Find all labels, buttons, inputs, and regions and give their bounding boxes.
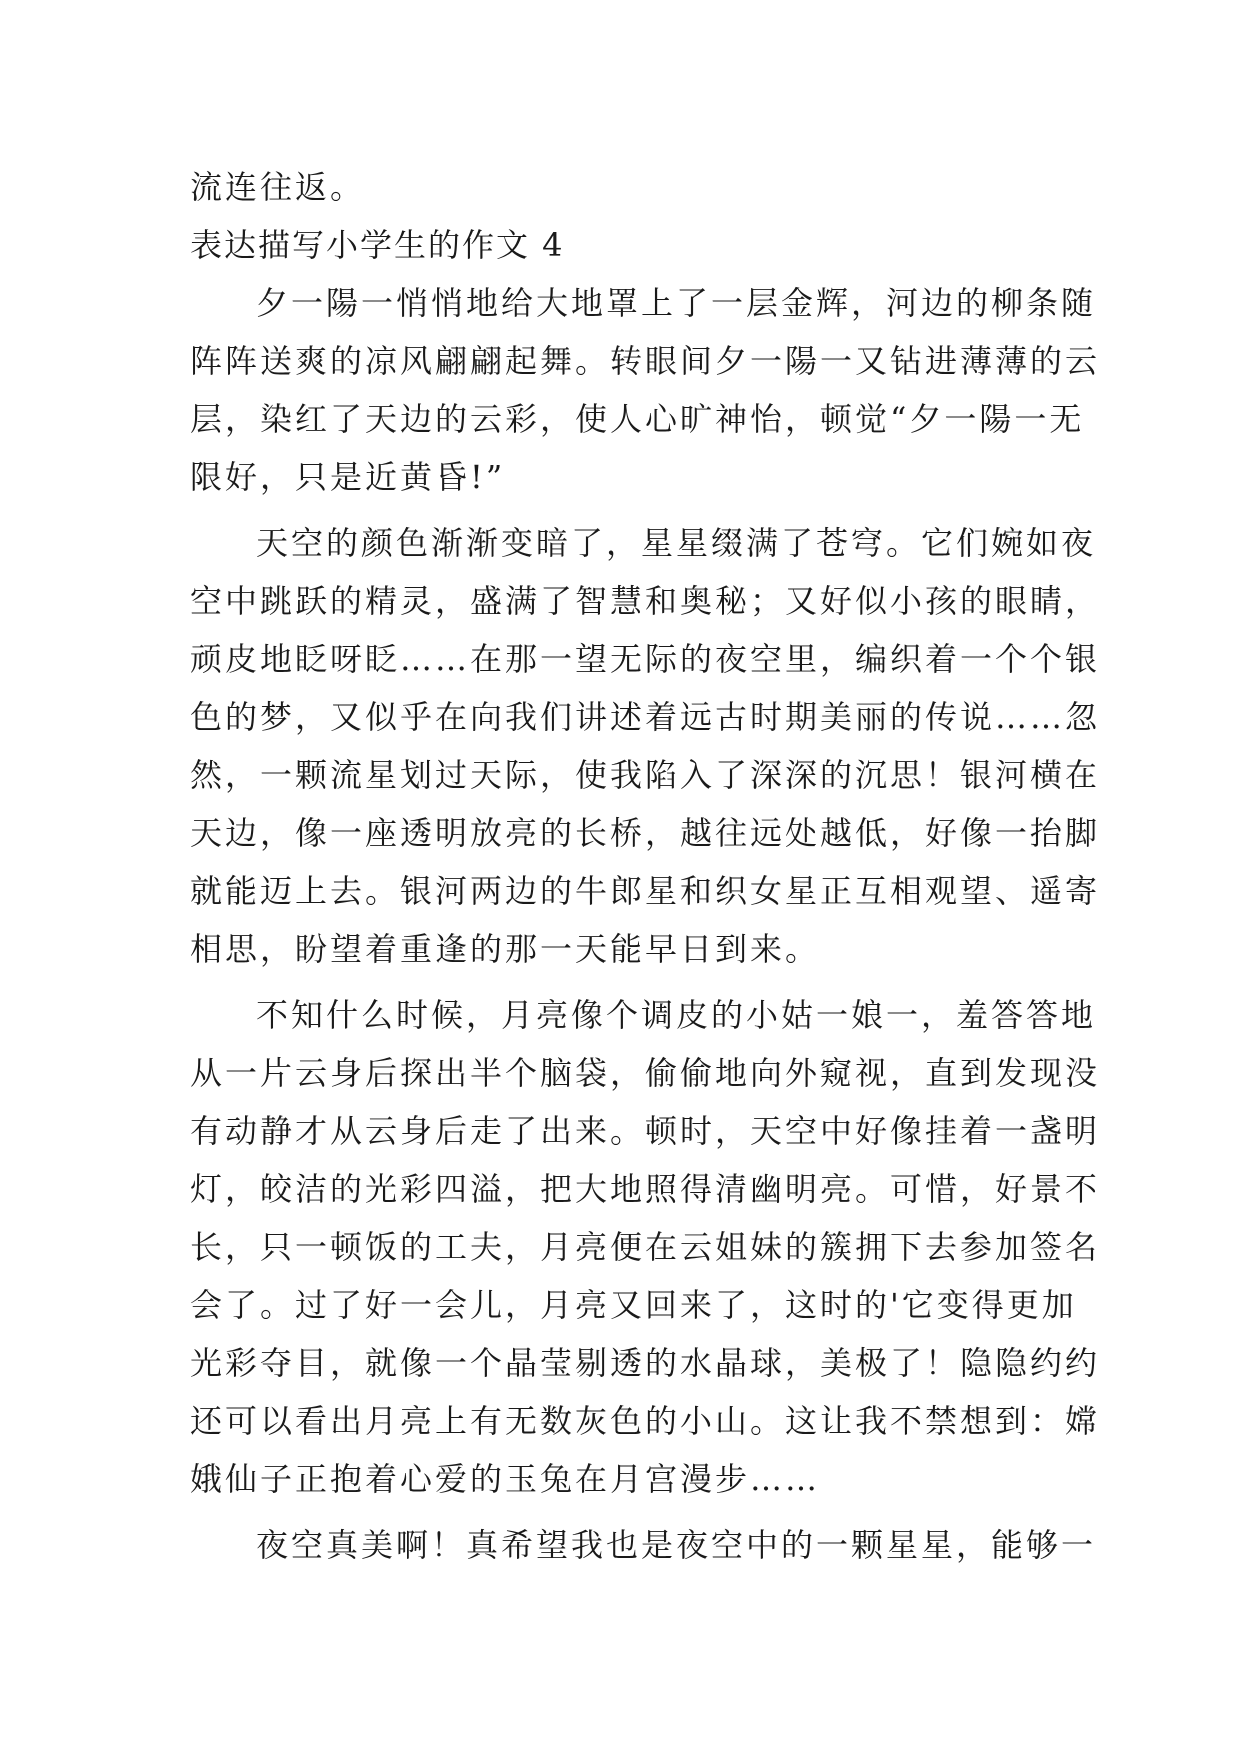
paragraph-1-line: 阵阵送爽的凉风翩翩起舞。转眼间夕一陽一又钻进薄薄的云 — [190, 342, 1101, 380]
paragraph-3-line: 不知什么时候，月亮像个调皮的小姑一娘一，羞答答地 — [256, 996, 1097, 1034]
paragraph-1-line: 层，染红了天边的云彩，使人心旷神怡，顿觉“夕一陽一无 — [190, 400, 1085, 438]
paragraph-2-line: 色的梦，又似乎在向我们讲述着远古时期美丽的传说……忽 — [190, 698, 1101, 736]
paragraph-2-line: 顽皮地眨呀眨……在那一望无际的夜空里，编织着一个个银 — [190, 640, 1101, 678]
paragraph-2-line: 就能迈上去。银河两边的牛郎星和织女星正互相观望、遥寄 — [190, 872, 1101, 910]
text-line: 流连往返。 — [190, 168, 366, 206]
paragraph-3-line: 灯，皎洁的光彩四溢，把大地照得清幽明亮。可惜，好景不 — [190, 1170, 1101, 1208]
paragraph-2-line: 空中跳跃的精灵，盛满了智慧和奥秘；又好似小孩的眼睛， — [190, 582, 1101, 620]
paragraph-2-line: 天空的颜色渐渐变暗了，星星缀满了苍穹。它们婉如夜 — [256, 524, 1097, 562]
paragraph-gap — [190, 506, 1052, 514]
paragraph-1-line: 限好，只是近黄昏!” — [190, 458, 506, 496]
paragraph-3-line: 娥仙子正抱着心爱的玉兔在月宫漫步…… — [190, 1460, 821, 1498]
paragraph-2-line: 天边，像一座透明放亮的长桥，越往远处越低，好像一抬脚 — [190, 814, 1101, 852]
essay-title: 表达描写小学生的作文 4 — [190, 226, 565, 264]
paragraph-2-line: 然，一颗流星划过天际，使我陷入了深深的沉思！银河横在 — [190, 756, 1101, 794]
paragraph-2-line: 相思，盼望着重逢的那一天能早日到来。 — [190, 930, 821, 968]
paragraph-1-line: 夕一陽一悄悄地给大地罩上了一层金辉，河边的柳条随 — [256, 284, 1097, 322]
paragraph-3-line: 还可以看出月亮上有无数灰色的小山。这让我不禁想到：嫦 — [190, 1402, 1101, 1440]
paragraph-4-line: 夜空真美啊！真希望我也是夜空中的一颗星星，能够一 — [256, 1526, 1097, 1564]
paragraph-3-line: 从一片云身后探出半个脑袋，偷偷地向外窥视，直到发现没 — [190, 1054, 1101, 1092]
essay-text — [190, 158, 1101, 1574]
paragraph-gap — [190, 1508, 1052, 1516]
paragraph-3-line: 光彩夺目，就像一个晶莹剔透的水晶球，美极了！隐隐约约 — [190, 1344, 1101, 1382]
paragraph-3-line: 长，只一顿饭的工夫，月亮便在云姐妹的簇拥下去参加签名 — [190, 1228, 1101, 1266]
paragraph-3-line: 有动静才从云身后走了出来。顿时，天空中好像挂着一盏明 — [190, 1112, 1101, 1150]
paragraph-3-line: 会了。过了好一会儿，月亮又回来了，这时的'它变得更加 — [190, 1286, 1077, 1324]
paragraph-gap — [190, 978, 1052, 986]
